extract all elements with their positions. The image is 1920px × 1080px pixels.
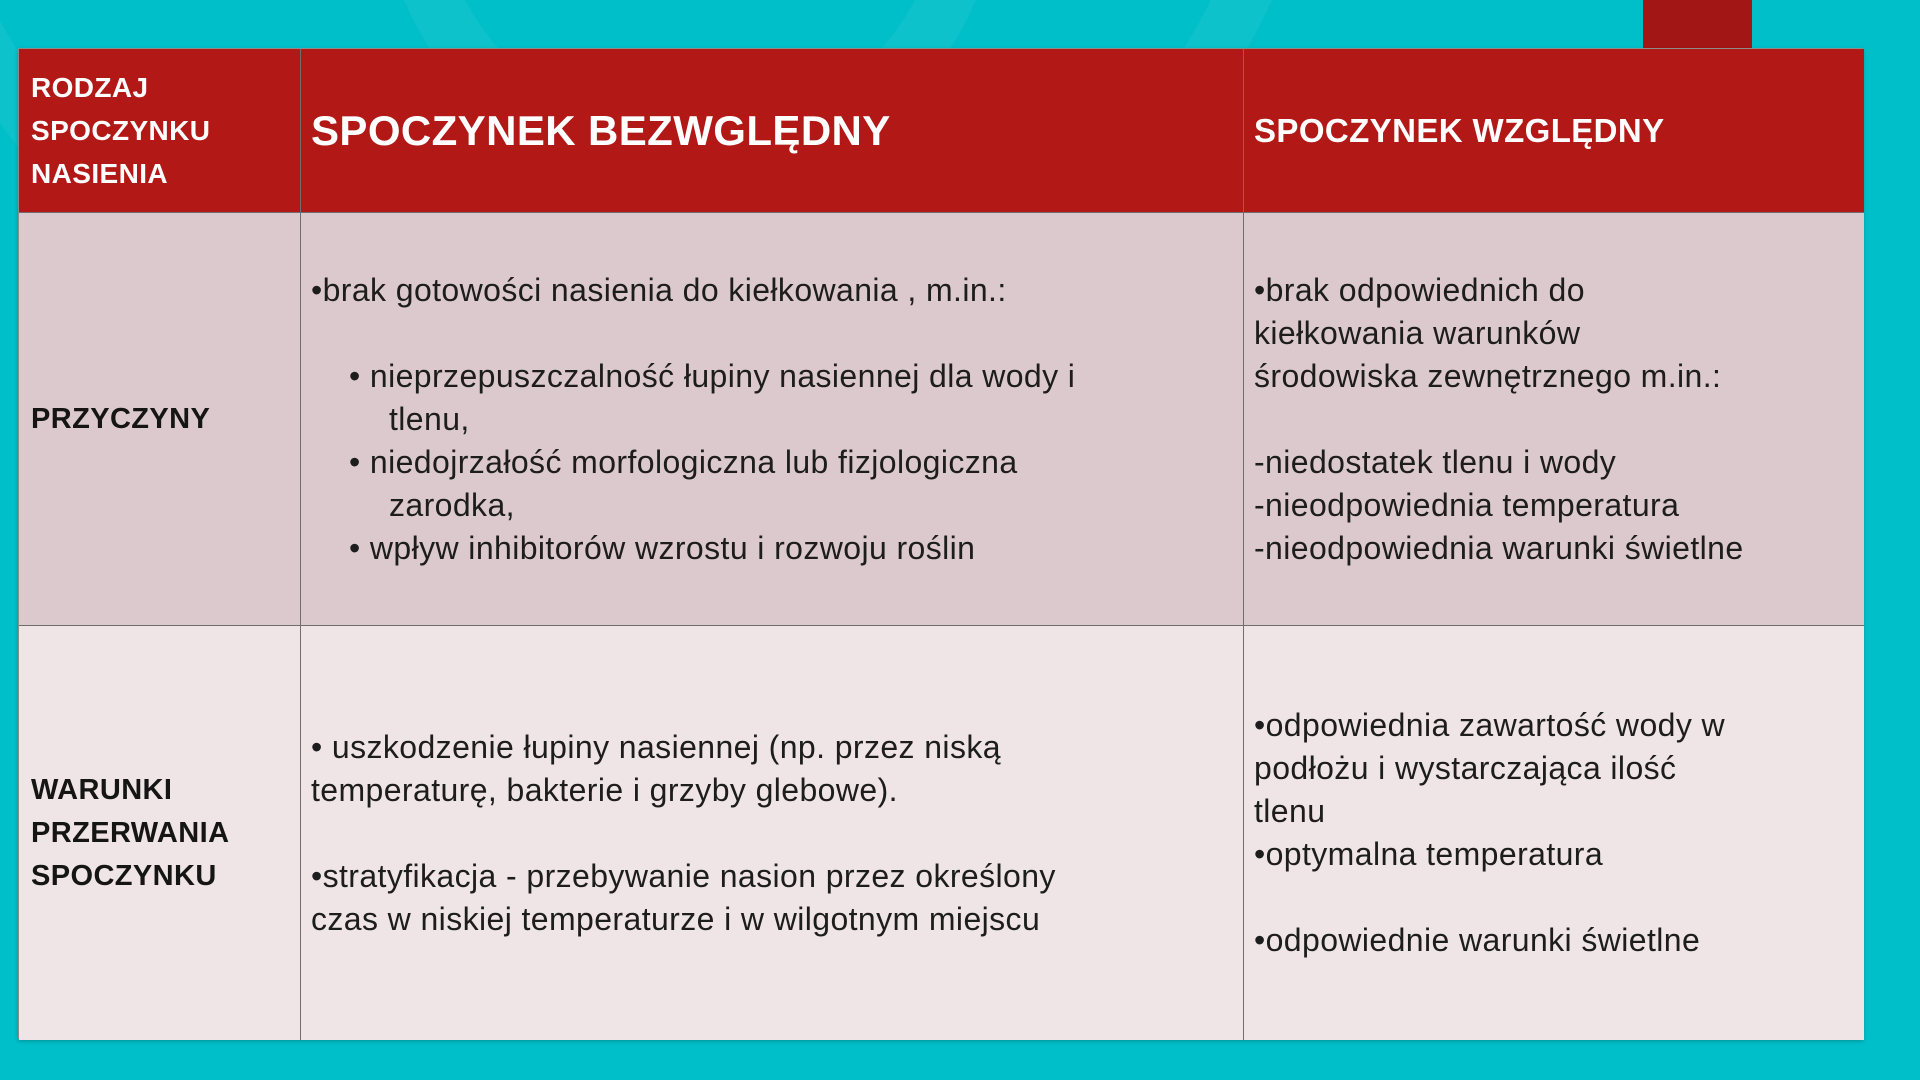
text-line: RODZAJ: [31, 72, 149, 103]
header-label: SPOCZYNEK WZGLĘDNY: [1254, 112, 1665, 149]
text-line: • wpływ inhibitorów wzrostu i rozwoju roślin: [349, 529, 976, 566]
text-line: kiełkowania warunków: [1254, 314, 1581, 351]
text-line: tlenu: [1254, 793, 1326, 829]
text-line: -nieodpowiednia warunki świetlne: [1254, 529, 1744, 566]
text-line: •brak odpowiednich do: [1254, 271, 1585, 308]
header-cell-row-label: [19, 49, 301, 213]
text-line: • niedojrzałość morfologiczna lub fizjologiczna: [349, 443, 1018, 480]
row-label-causes: [19, 213, 301, 626]
text-line: PRZERWANIA: [31, 816, 230, 849]
text-line: • nieprzepuszczalność łupiny nasiennej dla wody i: [349, 357, 1076, 394]
text-line: •brak gotowości nasienia do kiełkowania , m.in.:: [311, 271, 1007, 308]
text-line: •optymalna temperatura: [1254, 836, 1604, 872]
text-line: PRZYCZYNY: [31, 402, 211, 435]
row-label-break-conditions: [19, 626, 301, 1040]
text-line: czas w niskiej temperaturze i w wilgotnym miejscu: [311, 900, 1041, 937]
text-line: zarodka,: [389, 486, 515, 523]
causes-relative-cell: [1244, 213, 1864, 626]
text-line: • uszkodzenie łupiny nasiennej (np. przez niską: [311, 728, 1001, 765]
text-line: •stratyfikacja - przebywanie nasion przez określony: [311, 857, 1056, 894]
text-line: •odpowiednie warunki świetlne: [1254, 922, 1701, 958]
text-line: WARUNKI: [31, 773, 173, 806]
accent-bar: [1643, 0, 1752, 50]
header-cell-relative-dormancy: [1244, 49, 1864, 213]
text-line: temperaturę, bakterie i grzyby glebowe).: [311, 771, 898, 808]
text-line: SPOCZYNKU: [31, 115, 211, 146]
text-line: środowiska zewnętrznego m.in.:: [1254, 357, 1722, 394]
header-label: SPOCZYNEK BEZWGLĘDNY: [311, 107, 891, 154]
text-line: [311, 312, 320, 355]
break-conditions-absolute-cell: [301, 626, 1244, 1040]
break-conditions-relative-cell: [1244, 626, 1864, 1040]
header-cell-absolute-dormancy: [301, 49, 1244, 213]
seed-dormancy-table: [18, 48, 1863, 1039]
text-line: [1254, 876, 1263, 919]
text-line: NASIENIA: [31, 158, 168, 189]
text-line: podłożu i wystarczająca ilość: [1254, 750, 1677, 786]
text-line: [1254, 398, 1263, 441]
text-line: •odpowiednia zawartość wody w: [1254, 707, 1726, 743]
causes-absolute-cell: [301, 213, 1244, 626]
text-line: -nieodpowiednia temperatura: [1254, 486, 1680, 523]
text-line: -niedostatek tlenu i wody: [1254, 443, 1617, 480]
text-line: tlenu,: [389, 400, 470, 437]
text-line: [311, 812, 320, 855]
text-line: SPOCZYNKU: [31, 859, 217, 892]
